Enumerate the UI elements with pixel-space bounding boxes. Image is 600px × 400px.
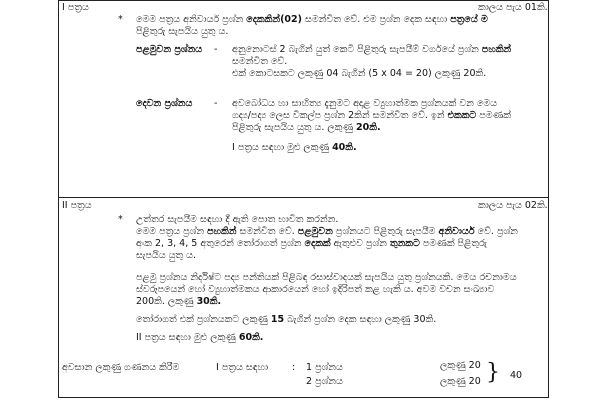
paper2-total-text: II පත්‍රය සඳහා මුළු ලකුණු	[136, 332, 236, 343]
final-row2-question: 2 ප්‍රශ්නය	[306, 376, 343, 387]
paper1-total	[232, 142, 357, 154]
frame-left-border	[58, 0, 59, 398]
paper2-l2-a: මෙම පත්‍රය ප්‍රශ්න	[136, 226, 205, 237]
paper2-l3-c: ඇතුළුව ප්‍රශ්න	[333, 238, 387, 249]
paper2-l2-e: ප්‍රශ්නයට පිළිතුරු සැපයීම	[335, 226, 436, 237]
paper2-line4: සැපයිය යුතු ය.	[136, 250, 197, 261]
paper1-q2-line3	[232, 122, 381, 134]
paper2-l2-d: පළමුවන	[297, 226, 333, 237]
paper2-l2-f: අනිවාර්ය	[438, 226, 475, 237]
final-row2-marks: ලකුණු 20	[440, 376, 481, 387]
paper1-q1-dash: -	[214, 44, 218, 55]
paper1-q2-text-c: පමණක්	[479, 110, 511, 121]
paper1-q2-text-e: 20කි.	[356, 122, 381, 133]
paper1-q2-text-a: ගද්‍ය/පද්‍ය ලෙස විකල්ප ප්‍රශ්න 2කින් සමන්විත වේ. ඉන්	[232, 110, 445, 121]
paper2-line1: උත්තර සැපයීම සඳහා දී ඇති පොත භාවිත කරන්න.	[136, 214, 339, 225]
paper2-l3-d: තුනකට	[389, 238, 420, 249]
paper2-l2-b: පහකින්	[207, 226, 237, 237]
paper1-intro-text-c: සමන්විත වේ. එම ප්‍රශ්න දෙක සඳහා	[305, 14, 448, 25]
paper2-l3-a: අංක 2, 3, 4, 5 අතුරෙන් තෝරාගත් ප්‍රශ්න	[136, 238, 302, 249]
paper1-total-text: I පත්‍රය සඳහා මුළු ලකුණු	[232, 142, 330, 153]
paper2-line2	[136, 226, 518, 238]
paper2-choice-b: 15	[270, 314, 285, 325]
final-sum: 40	[510, 370, 523, 381]
paper1-q1-label: පළමුවන ප්‍රශ්නය	[136, 44, 203, 55]
paper2-para-line1: පළමු ප්‍රශ්නය නිර්දිෂ්ට පද්‍ය පන්තියක් පිළිබඳ රසාස්වාදයක් සැපයිය යුතු ප්‍රශ්නයකි. මෙය රචනාමය	[136, 272, 517, 283]
paper2-total	[136, 332, 263, 344]
paper1-q2-text-b: එකකට	[447, 110, 477, 121]
paper2-para-line2: ස්වරූපයෙන් හෝ ව්‍යුහාත්මකය ආකාරයෙන් හෝ ඉදිරිපත් කළ හැකි ය. අවම වචන සංඛ්‍යාව	[136, 284, 495, 295]
paper1-total-value: 40කි.	[332, 142, 357, 153]
paper1-q2-text-d: පිළිතුරු සැපයිය යුතු ය. ලකුණු	[232, 122, 354, 133]
paper1-q1-line1	[232, 44, 511, 56]
frame-right-border	[548, 0, 549, 398]
paper2-p3-a: 200කි. ලකුණු	[136, 296, 194, 307]
paper1-q2-line2	[232, 110, 511, 122]
paper2-bullet: *	[118, 214, 123, 225]
paper2-p3-b: 30කි.	[196, 296, 222, 307]
paper2-l3-e: පමණක් පිළිතුරු	[422, 238, 487, 249]
paper2-choice-line	[136, 314, 436, 326]
paper1-q2-dash: -	[214, 98, 218, 109]
final-paper-label: I පත්‍රය සඳහා	[216, 362, 269, 373]
paper2-para-line3	[136, 296, 221, 308]
paper1-q1-text-a: අනුනොටස් 2 බැගින් යුත් කෙටි පිළිතුරු සැපයීම් වර්ගයේ ප්‍රශ්න	[232, 44, 479, 55]
frame-bottom-border	[58, 397, 549, 398]
paper1-intro-bullet: *	[118, 14, 123, 25]
final-row1-question: 1 ප්‍රශ්නය	[306, 362, 343, 373]
paper1-intro-text-a: මෙම පත්‍රය අනිවාර්ය ප්‍රශ්න	[136, 14, 244, 25]
paper2-total-value: 60කි.	[238, 332, 264, 343]
paper2-time: කාලය පැය 02කි.	[478, 200, 548, 211]
final-colon: :	[292, 362, 296, 373]
paper2-choice-a: තෝරාගත් එක් ප්‍රශ්නයකට ලකුණු	[136, 314, 268, 325]
paper1-heading: I පත්‍රය	[62, 2, 89, 13]
final-row1-marks: ලකුණු 20	[440, 360, 481, 371]
paper2-l2-g: වේ. ප්‍රශ්න	[477, 226, 518, 237]
paper1-q1-text-b: පහකින්	[481, 44, 512, 55]
paper1-intro-line1	[136, 14, 488, 26]
paper2-line3	[136, 238, 487, 250]
paper1-q1-line2: සමන්විත වේ.	[232, 56, 288, 67]
final-brace: }	[486, 360, 500, 385]
paper1-q2-label: දෙවන ප්‍රශ්නය	[136, 98, 193, 109]
paper1-q2-line1: අවබෝධය හා සාහිත්‍ය දැනුමට අදාළ ව්‍යුහාත්මක ප්‍රශ්නයක් වන මෙය	[232, 98, 498, 109]
paper1-intro-text-b: දෙකකින්(02)	[246, 14, 302, 25]
paper2-l3-b: දෙකක්	[304, 238, 331, 249]
paper1-intro-text-d: පත්‍රයේ ම	[450, 14, 488, 25]
final-label: අවසාන ලකුණු ගණනය කිරීම	[62, 362, 180, 373]
paper1-time: කාලය පැය 01කි.	[478, 2, 548, 13]
paper2-choice-c: බැගින් ප්‍රශ්න දෙක සඳහා ලකුණු 30කි.	[287, 314, 437, 325]
paper1-intro-line2: පිළිතුරු සැපයිය යුතු ය.	[136, 26, 229, 37]
section-divider	[58, 197, 549, 198]
frame-top-border	[58, 0, 549, 1]
paper2-heading: II පත්‍රය	[62, 200, 92, 211]
paper1-q1-line3: එක් කොටසකට ලකුණු 04 බැගින් (5 x 04 = 20) ලකුණු 20කි.	[232, 68, 487, 79]
paper2-l2-c: සමන්විත වේ.	[239, 226, 295, 237]
